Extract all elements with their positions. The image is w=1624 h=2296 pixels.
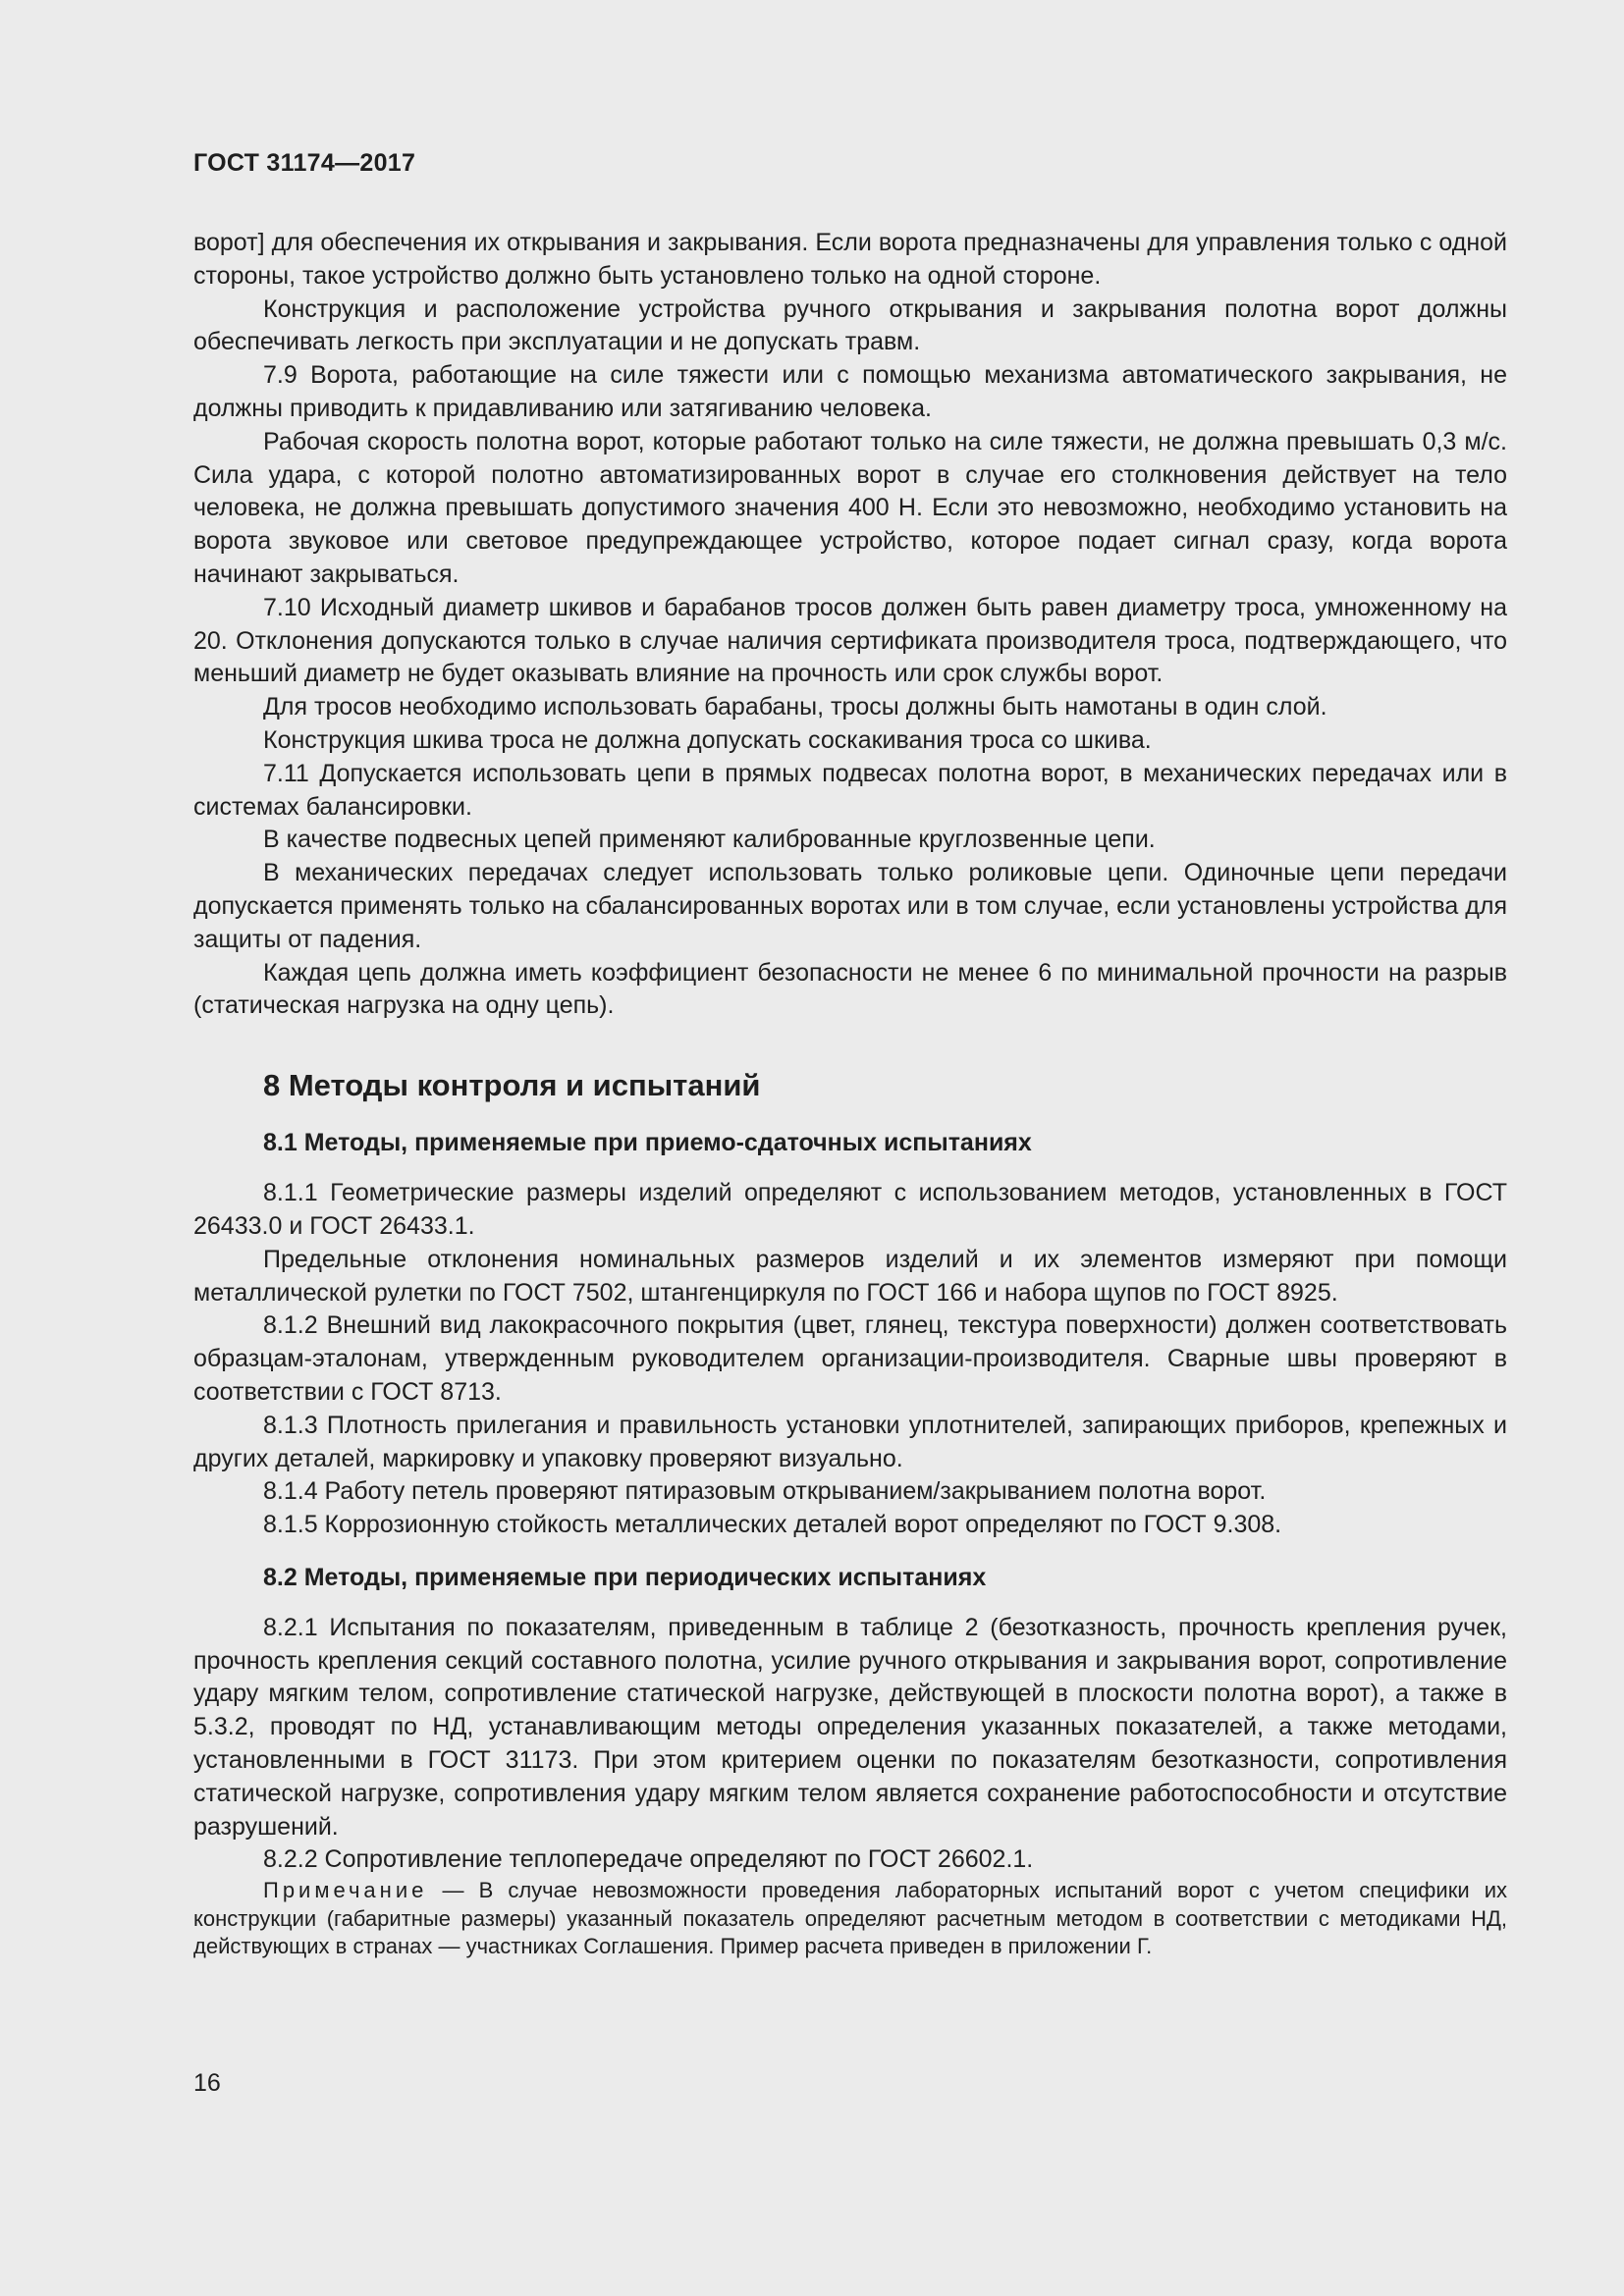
section-8-heading: 8 Методы контроля и испытаний: [263, 1068, 761, 1103]
note-text: В случае невозможности проведения лабораторных испытаний ворот с учетом специфики их конструкции (габаритные размеры) указанный показатель определяют расчетным методом в соответствии с методиками НД, действующих в странах — участниках Соглашения. Пример расчета приведен в приложении Г.: [193, 1878, 1507, 1959]
note-block: [193, 1877, 1507, 1961]
paragraph-clause-8-1-3: 8.1.3 Плотность прилегания и правильность установки уплотнителей, запирающих приборов, крепежных и других деталей, маркировку и упаковку проверяют визуально.: [193, 1411, 1507, 1472]
paragraph: Предельные отклонения номинальных размеров изделий и их элементов измеряют при помощи металлической рулетки по ГОСТ 7502, штангенциркуля по ГОСТ 166 и набора щупов по ГОСТ 8925.: [193, 1245, 1507, 1307]
paragraph-clause-7-9: 7.9 Ворота, работающие на силе тяжести или с помощью механизма автоматического закрывания, не должны приводить к придавливанию или затягиванию человека.: [193, 361, 1507, 422]
paragraph: Конструкция и расположение устройства ручного открывания и закрывания полотна ворот должны обеспечивать легкость при эксплуатации и не допускать травм.: [193, 294, 1507, 356]
paragraph-clause-8-2-2: 8.2.2 Сопротивление теплопередаче определяют по ГОСТ 26602.1.: [263, 1845, 1034, 1874]
paragraph-clause-8-2-1: 8.2.1 Испытания по показателям, приведенным в таблице 2 (безотказность, прочность крепления ручек, прочность крепления секций составного полотна, усилие ручного открывания и закрывания ворот, сопротивление удару мягким телом, сопротивление статической нагрузке, действующей в плоскости полотна ворот), а также в 5.3.2, проводят по НД, устанавливающим методы определения указанных показателей, а также методами, установленными в ГОСТ 31173. При этом критерием оценки по показателям безотказности, сопротивления статической нагрузке, сопротивления удару мягким телом является сохранение работоспособности и отсутствие разрушений.: [193, 1613, 1507, 1841]
paragraph: Рабочая скорость полотна ворот, которые работают только на силе тяжести, не должна превышать 0,3 м/с. Сила удара, с которой полотно автоматизированных ворот в случае его столкновения действует на тело человека, не должна превышать допустимого значения 400 Н. Если это невозможно, необходимо установить на ворота звуковое или световое предупреждающее устройство, которое подает сигнал сразу, когда ворота начинают закрываться.: [193, 427, 1507, 588]
paragraph-clause-8-1-1: 8.1.1 Геометрические размеры изделий определяют с использованием методов, установленных в ГОСТ 26433.0 и ГОСТ 26433.1.: [193, 1179, 1507, 1240]
paragraph: Конструкция шкива троса не должна допускать соскакивания троса со шкива.: [263, 725, 1152, 754]
paragraph: Каждая цепь должна иметь коэффициент безопасности не менее 6 по минимальной прочности на разрыв (статическая нагрузка на одну цепь).: [193, 958, 1507, 1020]
document-body: [193, 227, 1507, 1961]
paragraph-clause-8-1-4: 8.1.4 Работу петель проверяют пятиразовым открыванием/закрыванием полотна ворот.: [263, 1477, 1267, 1506]
paragraph: ворот] для обеспечения их открывания и закрывания. Если ворота предназначены для управления только с одной стороны, такое устройство должно быть установлено только на одной стороне.: [193, 229, 1507, 290]
subsection-8-2-heading: 8.2 Методы, применяемые при периодических испытаниях: [263, 1563, 987, 1591]
paragraph: Для тросов необходимо использовать барабаны, тросы должны быть намотаны в один слой.: [263, 693, 1327, 721]
paragraph: В качестве подвесных цепей применяют калиброванные круглозвенные цепи.: [263, 826, 1156, 854]
subsection-8-1-heading: 8.1 Методы, применяемые при приемо-сдаточных испытаниях: [263, 1129, 1032, 1157]
page-number: 16: [193, 2069, 221, 2097]
document-code-header: ГОСТ 31174—2017: [193, 149, 416, 177]
paragraph-clause-7-10: 7.10 Исходный диаметр шкивов и барабанов тросов должен быть равен диаметру троса, умноженному на 20. Отклонения допускаются только в случае наличия сертификата производителя троса, подтверждающего, что меньший диаметр не будет оказывать влияние на прочность или срок службы ворот.: [193, 593, 1507, 688]
paragraph-clause-7-11: 7.11 Допускается использовать цепи в прямых подвесах полотна ворот, в механических передачах или в системах балансировки.: [193, 759, 1507, 821]
note-label: Примечание: [263, 1878, 428, 1903]
note-dash: —: [427, 1878, 479, 1903]
paragraph-clause-8-1-2: 8.1.2 Внешний вид лакокрасочного покрытия (цвет, глянец, текстура поверхности) должен соответствовать образцам-эталонам, утвержденным руководителем организации-производителя. Сварные швы проверяют в соответствии с ГОСТ 8713.: [193, 1311, 1507, 1406]
paragraph: В механических передачах следует использовать только роликовые цепи. Одиночные цепи передачи допускается применять только на сбалансированных воротах или в том случае, если установлены устройства для защиты от падения.: [193, 859, 1507, 953]
paragraph-clause-8-1-5: 8.1.5 Коррозионную стойкость металлических деталей ворот определяют по ГОСТ 9.308.: [263, 1511, 1282, 1539]
document-page: [193, 0, 1507, 2296]
